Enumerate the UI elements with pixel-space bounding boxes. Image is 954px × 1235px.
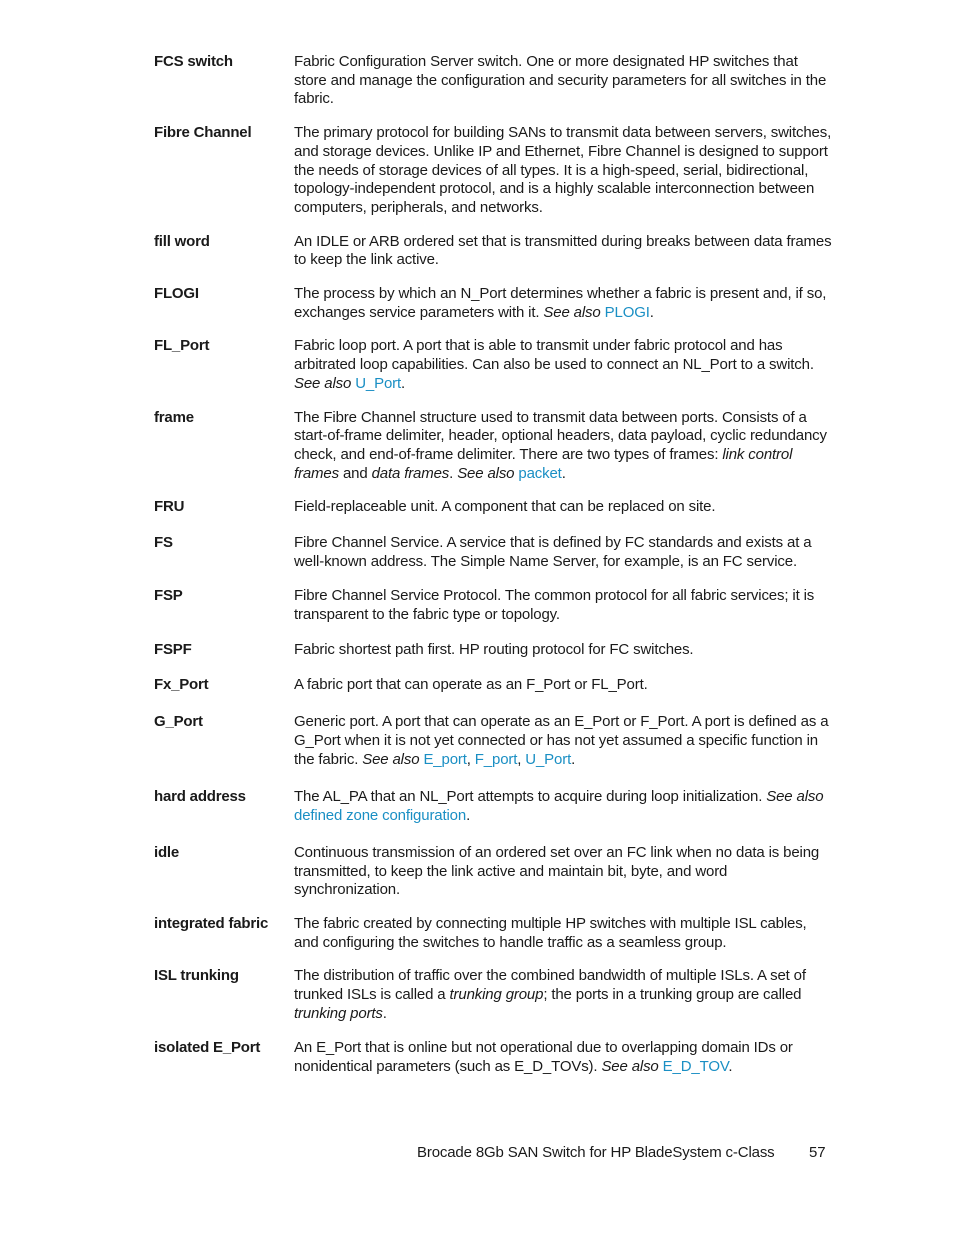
glossary-term: fill word	[154, 232, 210, 250]
glossary-entry	[154, 967, 834, 1023]
glossary-term: ISL trunking	[154, 967, 239, 985]
definition-text: ; the ports in a trunking group are called	[543, 986, 802, 1004]
cross-reference-link[interactable]: F_port	[474, 750, 518, 768]
glossary-definition	[294, 498, 834, 517]
italic-text: trunking ports	[294, 1004, 383, 1022]
definition-text: .	[382, 1004, 387, 1022]
footer-title: Brocade 8Gb SAN Switch for HP BladeSystem c-Class	[417, 1144, 775, 1161]
cross-reference-link[interactable]: PLOGI	[604, 303, 650, 321]
definition-text: ,	[517, 750, 526, 768]
glossary-entry	[154, 641, 834, 660]
cross-reference-link[interactable]: E_port	[423, 750, 467, 768]
definition-text: Generic port. A port that can operate as an E_Port or F_Port. A port is defined as a G_Port when it is not yet connected or has not yet assumed a specific function in the fabric.	[294, 713, 829, 768]
glossary-entry	[154, 1039, 834, 1076]
definition-text: .	[466, 807, 471, 825]
glossary-term: FRU	[154, 498, 185, 516]
definition-text: .	[561, 464, 566, 482]
glossary-term: isolated E_Port	[154, 1039, 261, 1057]
definition-text: The fabric created by connecting multiple HP switches with multiple ISL cables, and configuring the switches to handle traffic as a seamless group.	[294, 914, 807, 951]
glossary-definition	[294, 534, 834, 571]
definition-text: .	[728, 1058, 733, 1076]
glossary-term: FSP	[154, 587, 183, 605]
definition-text: .	[649, 303, 654, 321]
definition-text: Fibre Channel Service Protocol. The common protocol for all fabric services; it is transparent to the fabric type or topology.	[294, 587, 815, 624]
italic-text: See also	[543, 303, 601, 321]
glossary-definition	[294, 337, 834, 393]
italic-text: See also	[294, 374, 352, 392]
glossary-entry	[154, 915, 834, 952]
glossary-entry	[154, 844, 834, 900]
definition-text: An E_Port that is online but not operational due to overlapping domain IDs or nonidentical parameters (such as E_D_TOVs).	[294, 1039, 793, 1076]
glossary-entry	[154, 498, 834, 517]
glossary-definition	[294, 1039, 834, 1076]
italic-text: trunking group	[449, 986, 544, 1004]
definition-text: The Fibre Channel structure used to transmit data between ports. Consists of a start-of-frame delimiter, header, optional headers, data payload, cyclic redundancy check, and end-of-frame delimiter. There are two types of frames:	[294, 408, 827, 463]
glossary-entry	[154, 534, 834, 571]
definition-text: Fabric shortest path first. HP routing protocol for FC switches.	[294, 640, 694, 658]
glossary-entry	[154, 337, 834, 393]
glossary-definition	[294, 233, 834, 270]
glossary-term: idle	[154, 843, 180, 861]
glossary-entry	[154, 788, 834, 825]
definition-text: The primary protocol for building SANs to transmit data between servers, switches, and storage devices. Unlike IP and Ethernet, Fibre Channel is designed to support the needs of storage devices of all types. It is a high-speed, serial, bidirectional, topology-independent protocol, and is a highly scalable interconnection between computers, peripherals, and networks.	[294, 124, 832, 216]
italic-text: See also	[601, 1058, 659, 1076]
glossary-entry	[154, 285, 834, 322]
italic-text: See also	[362, 750, 420, 768]
definition-text: .	[401, 374, 406, 392]
glossary-definition	[294, 53, 834, 109]
definition-text: A fabric port that can operate as an F_Port or FL_Port.	[294, 675, 648, 693]
definition-text: The distribution of traffic over the combined bandwidth of multiple ISLs. A set of trunked ISLs is called a	[294, 967, 806, 1004]
italic-text: See also	[766, 788, 824, 806]
cross-reference-link[interactable]: defined zone configuration	[294, 807, 467, 825]
glossary-term: Fibre Channel	[154, 124, 252, 142]
glossary-term: G_Port	[154, 713, 203, 731]
glossary-entry	[154, 409, 834, 484]
italic-text: link control frames	[294, 445, 793, 482]
definition-text: and	[338, 464, 372, 482]
glossary-term: integrated fabric	[154, 914, 269, 932]
cross-reference-link[interactable]: packet	[518, 464, 562, 482]
glossary-term: Fx_Port	[154, 675, 209, 693]
glossary-entry	[154, 713, 834, 769]
definition-text: Field-replaceable unit. A component that can be replaced on site.	[294, 498, 716, 516]
italic-text: data frames	[371, 464, 450, 482]
glossary-entry	[154, 676, 834, 695]
glossary-definition	[294, 587, 834, 624]
glossary-entry	[154, 233, 834, 270]
definition-text: ,	[466, 750, 475, 768]
definition-text: The AL_PA that an NL_Port attempts to acquire during loop initialization.	[294, 788, 767, 806]
definition-text: .	[449, 464, 458, 482]
glossary-definition	[294, 676, 834, 695]
cross-reference-link[interactable]: E_D_TOV	[662, 1058, 729, 1076]
glossary-entry	[154, 53, 834, 109]
glossary-definition	[294, 915, 834, 952]
definition-text: Fabric Configuration Server switch. One or more designated HP switches that store and manage the configuration and security parameters for all switches in the fabric.	[294, 53, 827, 108]
cross-reference-link[interactable]: U_Port	[525, 750, 572, 768]
italic-text: See also	[457, 464, 515, 482]
page-footer	[417, 1144, 826, 1162]
definition-text: .	[571, 750, 576, 768]
glossary-term: FLOGI	[154, 285, 199, 303]
glossary-entry	[154, 124, 834, 218]
definition-text: The process by which an N_Port determines whether a fabric is present and, if so, exchanges service parameters with it.	[294, 285, 827, 321]
definition-text: An IDLE or ARB ordered set that is transmitted during breaks between data frames to keep the link active.	[294, 232, 832, 269]
glossary-definition	[294, 713, 834, 769]
page-number: 57	[809, 1144, 826, 1161]
glossary-definition	[294, 967, 834, 1023]
glossary-definition	[294, 641, 834, 660]
glossary-term: hard address	[154, 788, 246, 806]
definition-text: Fabric loop port. A port that is able to transmit under fabric protocol and has arbitrated loop capabilities. Can also be used to connect an NL_Port to a switch.	[294, 337, 814, 374]
cross-reference-link[interactable]: U_Port	[355, 374, 402, 392]
glossary-term: FS	[154, 534, 173, 552]
glossary-term: frame	[154, 408, 194, 426]
glossary-term: FCS switch	[154, 53, 233, 70]
glossary-definition	[294, 788, 834, 825]
glossary-definition	[294, 844, 834, 900]
glossary-list	[154, 53, 834, 1077]
definition-text: Fibre Channel Service. A service that is defined by FC standards and exists at a well-known address. The Simple Name Server, for example, is an FC service.	[294, 534, 812, 570]
glossary-definition	[294, 124, 834, 218]
glossary-definition	[294, 409, 834, 484]
glossary-term: FL_Port	[154, 337, 210, 355]
glossary-term: FSPF	[154, 640, 192, 658]
definition-text: Continuous transmission of an ordered set over an FC link when no data is being transmitted, to keep the link active and maintain bit, byte, and word synchronization.	[294, 843, 820, 899]
glossary-entry	[154, 587, 834, 624]
glossary-definition	[294, 285, 834, 322]
